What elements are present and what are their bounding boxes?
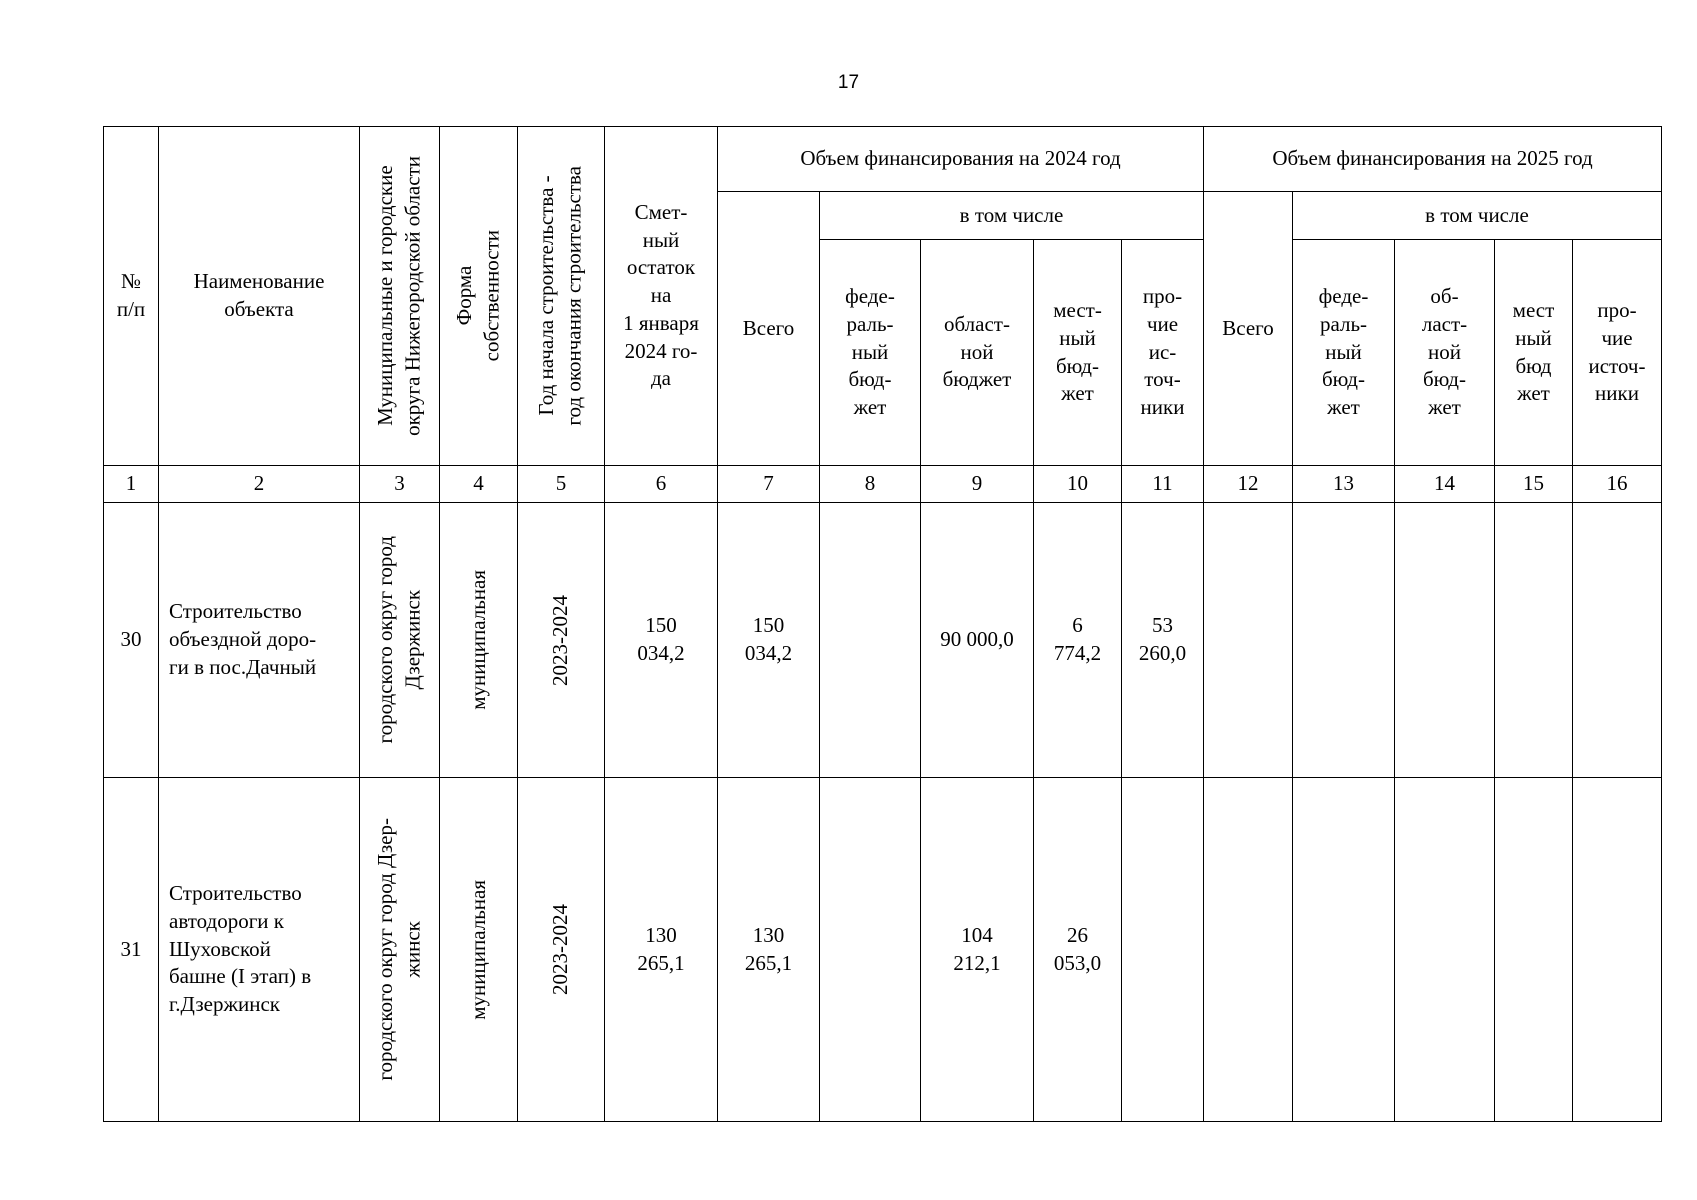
header-fed-2025: феде- раль- ный бюд- жет (1293, 240, 1395, 466)
row-balance: 150 034,2 (605, 503, 718, 778)
column-number: 1 (104, 466, 159, 503)
column-number: 11 (1122, 466, 1204, 503)
column-number: 9 (921, 466, 1034, 503)
column-number: 2 (159, 466, 360, 503)
header-loc-2024: мест- ный бюд- жет (1034, 240, 1122, 466)
financing-table (103, 126, 1662, 1122)
column-number: 5 (518, 466, 605, 503)
column-number: 12 (1204, 466, 1293, 503)
header-oth-2025: про- чие источ- ники (1573, 240, 1662, 466)
header-including-2024: в том числе (820, 192, 1204, 240)
row-oth-2024 (1122, 778, 1204, 1122)
row-fed-2025 (1293, 503, 1395, 778)
header-group-2024: Объем финансирования на 2024 год (718, 127, 1204, 192)
row-oth-2025 (1573, 778, 1662, 1122)
row-total-2025 (1204, 503, 1293, 778)
row-ownership (440, 503, 518, 778)
row-oth-2025 (1573, 503, 1662, 778)
column-number: 8 (820, 466, 921, 503)
row-years-text: 2023-2024 (548, 904, 573, 995)
row-ownership-text: муниципальная (465, 570, 490, 710)
header-col-years (518, 127, 605, 466)
row-municipality-text: городского округ город Дзержинск (372, 536, 425, 744)
row-no: 30 (104, 503, 159, 778)
column-number: 6 (605, 466, 718, 503)
row-total-2024: 130 265,1 (718, 778, 820, 1122)
row-loc-2024: 6 774,2 (1034, 503, 1122, 778)
header-reg-2025: об- ласт- ной бюд- жет (1395, 240, 1495, 466)
header-col-name: Наименование объекта (159, 127, 360, 466)
header-total-2024: Всего (718, 192, 820, 466)
row-loc-2024: 26 053,0 (1034, 778, 1122, 1122)
row-fed-2024 (820, 778, 921, 1122)
row-reg-2025 (1395, 503, 1495, 778)
header-col-balance: Смет- ный остаток на 1 января 2024 го- да (605, 127, 718, 466)
row-fed-2024 (820, 503, 921, 778)
row-fed-2025 (1293, 778, 1395, 1122)
row-years (518, 503, 605, 778)
row-reg-2024: 104 212,1 (921, 778, 1034, 1122)
header-col-no: № п/п (104, 127, 159, 466)
column-number: 10 (1034, 466, 1122, 503)
row-loc-2025 (1495, 778, 1573, 1122)
header-reg-2024: област- ной бюджет (921, 240, 1034, 466)
column-number: 16 (1573, 466, 1662, 503)
header-col-municipality-text: Муниципальные и городские округа Нижегородской области (372, 156, 425, 436)
row-municipality (360, 503, 440, 778)
row-municipality-text: городского округ город Дзер- жинск (372, 818, 425, 1081)
header-col-ownership-text: Форма собственности (451, 230, 504, 362)
header-col-ownership (440, 127, 518, 466)
table-row (104, 503, 1662, 778)
row-name: Строительство объездной доро- ги в пос.Дачный (159, 503, 360, 778)
header-total-2025: Всего (1204, 192, 1293, 466)
row-no: 31 (104, 778, 159, 1122)
row-ownership-text: муниципальная (465, 879, 490, 1020)
row-total-2025 (1204, 778, 1293, 1122)
header-group-2025: Объем финансирования на 2025 год (1204, 127, 1662, 192)
row-total-2024: 150 034,2 (718, 503, 820, 778)
column-number: 3 (360, 466, 440, 503)
header-col-municipality (360, 127, 440, 466)
column-number: 14 (1395, 466, 1495, 503)
row-years-text: 2023-2024 (548, 594, 573, 686)
row-oth-2024: 53 260,0 (1122, 503, 1204, 778)
row-reg-2025 (1395, 778, 1495, 1122)
row-ownership (440, 778, 518, 1122)
column-number: 15 (1495, 466, 1573, 503)
header-fed-2024: феде- раль- ный бюд- жет (820, 240, 921, 466)
page-number: 17 (837, 72, 860, 93)
row-years (518, 778, 605, 1122)
row-name: Строительство автодороги к Шуховской башне (I этап) в г.Дзержинск (159, 778, 360, 1122)
row-reg-2024: 90 000,0 (921, 503, 1034, 778)
column-number: 4 (440, 466, 518, 503)
header-including-2025: в том числе (1293, 192, 1662, 240)
column-number: 13 (1293, 466, 1395, 503)
header-oth-2024: про- чие ис- точ- ники (1122, 240, 1204, 466)
header-loc-2025: мест ный бюд жет (1495, 240, 1573, 466)
row-balance: 130 265,1 (605, 778, 718, 1122)
row-municipality (360, 778, 440, 1122)
table-row (104, 778, 1662, 1122)
header-col-years-text: Год начала строительства - год окончания строительства (534, 166, 586, 426)
column-number: 7 (718, 466, 820, 503)
column-numbers-row (104, 466, 1662, 503)
row-loc-2025 (1495, 503, 1573, 778)
header-row-1 (104, 127, 1662, 192)
